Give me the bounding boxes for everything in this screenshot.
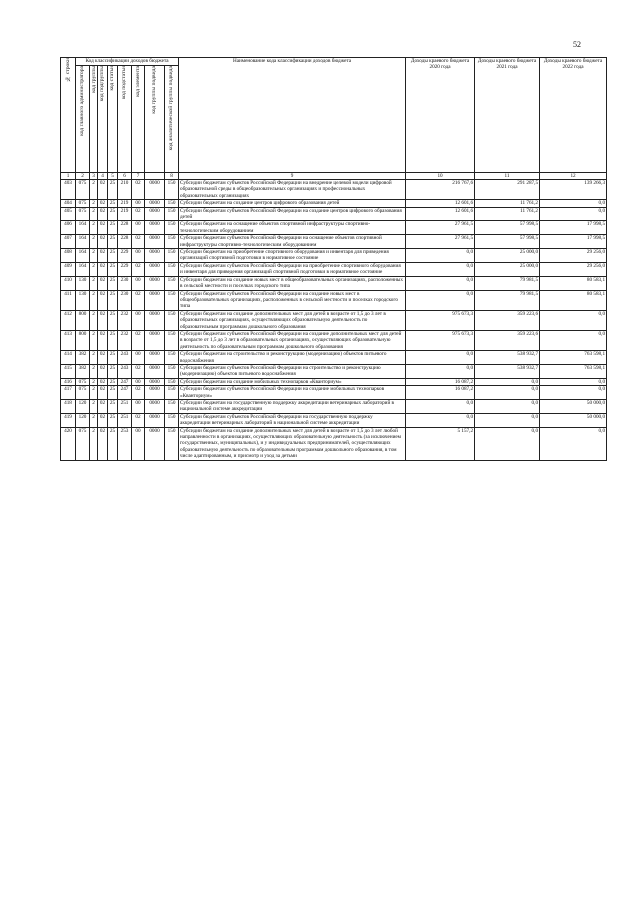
classification-name: Субсидии бюджетам субъектов Российской Федерации на строительство и реконструкцию (модернизацию) объектов питьевого водоснабжения — [179, 364, 406, 378]
code-group-header: код группы — [90, 66, 98, 173]
column-number: 7 — [132, 173, 145, 180]
table-row — [61, 276, 607, 290]
row-number: 416 — [61, 378, 76, 385]
subtype-group-code: 0000 — [145, 200, 165, 207]
element-code: 00 — [132, 378, 145, 385]
income-2021: 359 223,6 — [475, 310, 540, 330]
analytic-group-code: 150 — [165, 413, 179, 427]
table-row — [61, 235, 607, 249]
income-2020: 12 601,6 — [406, 200, 475, 207]
group-code: 2 — [90, 290, 98, 310]
subtype-group-code: 0000 — [145, 276, 165, 290]
income-2022: 50 000,0 — [540, 400, 607, 414]
row-number-header: № строки — [61, 58, 76, 173]
subgroup-code: 02 — [98, 351, 108, 365]
article-code: 25 — [108, 221, 118, 235]
income-2022: 0,0 — [540, 310, 607, 330]
classification-name: Субсидии бюджетам субъектов Российской Федерации на приобретение спортивного оборудования и инвентаря для приведения организаций спортивной подготовки в нормативное состояние — [179, 262, 406, 276]
analytic-group-code: 150 — [165, 351, 179, 365]
income-2022: 139 266,3 — [540, 180, 607, 200]
row-number: 413 — [61, 330, 76, 350]
row-number: 409 — [61, 262, 76, 276]
element-code: 00 — [132, 276, 145, 290]
group-code: 2 — [90, 400, 98, 414]
analytic-group-code: 150 — [165, 235, 179, 249]
subtype-group-code: 0000 — [145, 386, 165, 400]
admin-code: 164 — [76, 221, 90, 235]
income-2020: 0,0 — [406, 351, 475, 365]
income-2020: 0,0 — [406, 413, 475, 427]
element-code: 00 — [132, 249, 145, 263]
table-row — [61, 427, 607, 460]
income-2020: 975 673,3 — [406, 330, 475, 350]
classification-name: Субсидии бюджетам на создание дополнительных мест для детей в возрасте от 1,5 до 3 лет в образовательных организациях, осуществляющих образовательную деятельность по образовательным программам дошкольного образования — [179, 310, 406, 330]
column-number: 4 — [98, 173, 108, 180]
element-code: 02 — [132, 364, 145, 378]
admin-code: 075 — [76, 386, 90, 400]
subtype-group-code: 0000 — [145, 351, 165, 365]
subarticle-code: 251 — [118, 400, 132, 414]
income-2021: 79 981,5 — [475, 276, 540, 290]
classification-name: Субсидии бюджетам на создание центров цифрового образования детей — [179, 200, 406, 207]
element-code: 00 — [132, 200, 145, 207]
classification-name: Субсидии бюджетам субъектов Российской Федерации на оснащение объектов спортивной инфраструктуры спортивно-технологическим оборудованием — [179, 235, 406, 249]
row-number: 405 — [61, 207, 76, 221]
income-2021: 79 981,5 — [475, 290, 540, 310]
subtype-group-code: 0000 — [145, 221, 165, 235]
income-2021: 0,0 — [475, 413, 540, 427]
income-2021: 538 932,7 — [475, 351, 540, 365]
subtype-group-code: 0000 — [145, 249, 165, 263]
subtype-group-code: 0000 — [145, 290, 165, 310]
analytic-group-code: 150 — [165, 400, 179, 414]
subarticle-code: 228 — [118, 221, 132, 235]
column-number: 8 — [165, 173, 179, 180]
table-row — [61, 400, 607, 414]
article-code: 25 — [108, 180, 118, 200]
classification-name: Субсидии бюджетам на строительство и реконструкцию (модернизацию) объектов питьевого водоснабжения — [179, 351, 406, 365]
classification-name: Субсидии бюджетам субъектов Российской Федерации на создание мобильных технопарков «Кванториум» — [179, 386, 406, 400]
subgroup-code: 02 — [98, 378, 108, 385]
analytic-group-code: 150 — [165, 221, 179, 235]
analytic-group-code: 150 — [165, 330, 179, 350]
row-number: 412 — [61, 310, 76, 330]
row-number: 418 — [61, 400, 76, 414]
code-admin-header: код главного администратора — [76, 66, 90, 173]
income-2020: 0,0 — [406, 249, 475, 263]
column-number: 10 — [406, 173, 475, 180]
subtype-group-code: 0000 — [145, 310, 165, 330]
analytic-group-code: 150 — [165, 262, 179, 276]
subarticle-code: 251 — [118, 413, 132, 427]
subgroup-code: 02 — [98, 290, 108, 310]
table-row — [61, 330, 607, 350]
income-2022: 50 000,0 — [540, 413, 607, 427]
analytic-group-code: 150 — [165, 276, 179, 290]
subtype-group-code: 0000 — [145, 262, 165, 276]
analytic-group-code: 150 — [165, 180, 179, 200]
element-code: 02 — [132, 180, 145, 200]
admin-code: 164 — [76, 235, 90, 249]
subgroup-code: 02 — [98, 310, 108, 330]
income-2021: 0,0 — [475, 427, 540, 460]
group-code: 2 — [90, 276, 98, 290]
income-classification-table — [60, 57, 607, 461]
column-number: 3 — [90, 173, 98, 180]
subgroup-code: 02 — [98, 180, 108, 200]
article-code: 25 — [108, 262, 118, 276]
column-number: 1 — [61, 173, 76, 180]
element-code: 02 — [132, 207, 145, 221]
subgroup-code: 02 — [98, 235, 108, 249]
income-2021: 57 998,5 — [475, 235, 540, 249]
table-row — [61, 413, 607, 427]
income-2020: 5 157,2 — [406, 427, 475, 460]
subgroup-code: 02 — [98, 330, 108, 350]
row-number: 403 — [61, 180, 76, 200]
article-code: 25 — [108, 378, 118, 385]
group-code: 2 — [90, 235, 98, 249]
code-analytic-group-header: код аналитической группы подвида — [165, 66, 179, 173]
subarticle-code: 229 — [118, 262, 132, 276]
income-2022: 0,0 — [540, 378, 607, 385]
row-number: 415 — [61, 364, 76, 378]
income-2020: 0,0 — [406, 400, 475, 414]
page-number: 52 — [573, 40, 581, 49]
subarticle-code: 247 — [118, 386, 132, 400]
income-2021: 359 223,6 — [475, 330, 540, 350]
table-row — [61, 207, 607, 221]
group-code: 2 — [90, 249, 98, 263]
table-row — [61, 221, 607, 235]
subarticle-code: 232 — [118, 310, 132, 330]
subgroup-code: 02 — [98, 400, 108, 414]
article-code: 25 — [108, 413, 118, 427]
income-2021: 25 000,0 — [475, 262, 540, 276]
subtype-group-code: 0000 — [145, 330, 165, 350]
income-2022: 0,0 — [540, 427, 607, 460]
subarticle-code: 232 — [118, 330, 132, 350]
group-code: 2 — [90, 310, 98, 330]
group-code: 2 — [90, 364, 98, 378]
subgroup-code: 02 — [98, 276, 108, 290]
analytic-group-code: 150 — [165, 378, 179, 385]
subgroup-code: 02 — [98, 221, 108, 235]
income-2022: 17 998,5 — [540, 235, 607, 249]
income-2020: 27 961,5 — [406, 221, 475, 235]
subtype-group-code: 0000 — [145, 427, 165, 460]
group-code: 2 — [90, 200, 98, 207]
income-2020: 27 961,5 — [406, 235, 475, 249]
column-number — [145, 173, 165, 180]
income-2022: 0,0 — [540, 200, 607, 207]
row-number: 404 — [61, 200, 76, 207]
subarticle-code: 253 — [118, 427, 132, 460]
income-2020: 12 601,6 — [406, 207, 475, 221]
admin-code: 800 — [76, 310, 90, 330]
article-code: 25 — [108, 351, 118, 365]
analytic-group-code: 150 — [165, 364, 179, 378]
income-2022: 763 598,1 — [540, 364, 607, 378]
income-2020: 16 087,2 — [406, 378, 475, 385]
code-article-header: код статьи — [108, 66, 118, 173]
income-2022: 80 583,1 — [540, 276, 607, 290]
element-code: 00 — [132, 221, 145, 235]
table-row — [61, 364, 607, 378]
row-number: 407 — [61, 235, 76, 249]
subgroup-code: 02 — [98, 207, 108, 221]
income-2022: 29 256,0 — [540, 262, 607, 276]
element-code: 00 — [132, 310, 145, 330]
article-code: 25 — [108, 276, 118, 290]
income-2022: 0,0 — [540, 207, 607, 221]
classification-name: Субсидии бюджетам субъектов Российской Федерации на создание дополнительных мест для детей в возрасте от 1,5 до 3 лет в образовательных организациях, осуществляющих образовательную деятельность по образовательным программам дошкольного образования — [179, 330, 406, 350]
subgroup-code: 02 — [98, 200, 108, 207]
admin-code: 164 — [76, 262, 90, 276]
table-row — [61, 351, 607, 365]
admin-code: 120 — [76, 400, 90, 414]
classification-name: Субсидии бюджетам субъектов Российской Федерации на создание центров цифрового образования детей — [179, 207, 406, 221]
subtype-group-code: 0000 — [145, 364, 165, 378]
row-number: 419 — [61, 413, 76, 427]
income-2020: 975 673,3 — [406, 310, 475, 330]
article-code: 25 — [108, 310, 118, 330]
group-code: 2 — [90, 262, 98, 276]
group-code: 2 — [90, 351, 98, 365]
article-code: 25 — [108, 249, 118, 263]
code-element-header: код элемента — [132, 66, 145, 173]
classification-name: Субсидии бюджетам на создание мобильных технопарков «Кванториум» — [179, 378, 406, 385]
admin-code: 164 — [76, 249, 90, 263]
subgroup-code: 02 — [98, 386, 108, 400]
subarticle-code: 230 — [118, 290, 132, 310]
income-2021-header: Доходы краевого бюджета 2021 года — [475, 58, 540, 173]
table-row — [61, 200, 607, 207]
article-code: 25 — [108, 290, 118, 310]
element-code: 02 — [132, 235, 145, 249]
row-number: 414 — [61, 351, 76, 365]
admin-code: 382 — [76, 351, 90, 365]
income-2020-header: Доходы краевого бюджета 2020 года — [406, 58, 475, 173]
classification-name: Субсидии бюджетам на оснащение объектов спортивной инфраструктуры спортивно-технологическим оборудованием — [179, 221, 406, 235]
classification-name: Субсидии бюджетам на создание дополнительных мест для детей в возрасте от 1,5 до 3 лет любой направленности в организациях, осуществляющих образовательную деятельность (за исключением государственных, муниципальных), и у индивидуальных предпринимателей, осуществляющих образовательную деятельность по образовательным программам дошкольного образования, в том числе адаптированным, и присмотр и уход за детьми — [179, 427, 406, 460]
element-code: 00 — [132, 427, 145, 460]
admin-code: 130 — [76, 276, 90, 290]
admin-code: 075 — [76, 180, 90, 200]
column-number: 6 — [118, 173, 132, 180]
income-2021: 0,0 — [475, 378, 540, 385]
table-row — [61, 262, 607, 276]
classification-name: Субсидии бюджетам на создание новых мест в общеобразовательных организациях, расположенных в сельской местности и поселках городского типа — [179, 276, 406, 290]
income-2021: 57 998,5 — [475, 221, 540, 235]
group-code: 2 — [90, 386, 98, 400]
element-code: 02 — [132, 386, 145, 400]
column-number-row — [61, 173, 607, 180]
subgroup-code: 02 — [98, 249, 108, 263]
income-2020: 0,0 — [406, 262, 475, 276]
column-number: 2 — [76, 173, 90, 180]
row-number: 406 — [61, 221, 76, 235]
column-number: 12 — [540, 173, 607, 180]
admin-code: 075 — [76, 378, 90, 385]
income-2020: 0,0 — [406, 276, 475, 290]
income-2020: 216 767,6 — [406, 180, 475, 200]
subtype-group-code: 0000 — [145, 400, 165, 414]
group-code: 2 — [90, 221, 98, 235]
row-number: 408 — [61, 249, 76, 263]
subtype-group-code: 0000 — [145, 378, 165, 385]
article-code: 25 — [108, 235, 118, 249]
income-2021: 25 000,0 — [475, 249, 540, 263]
analytic-group-code: 150 — [165, 386, 179, 400]
income-2022: 80 583,1 — [540, 290, 607, 310]
subtype-group-code: 0000 — [145, 413, 165, 427]
admin-code: 382 — [76, 364, 90, 378]
article-code: 25 — [108, 364, 118, 378]
subarticle-code: 243 — [118, 364, 132, 378]
table-row — [61, 378, 607, 385]
group-code: 2 — [90, 413, 98, 427]
element-code: 00 — [132, 351, 145, 365]
subtype-group-code: 0000 — [145, 180, 165, 200]
income-2022: 0,0 — [540, 386, 607, 400]
classification-group-header: Код классификации доходов бюджета — [76, 58, 179, 66]
subgroup-code: 02 — [98, 427, 108, 460]
subarticle-code: 228 — [118, 235, 132, 249]
name-column-header: Наименование кода классификации доходов бюджета — [179, 58, 406, 173]
income-2020: 0,0 — [406, 364, 475, 378]
classification-name: Субсидии бюджетам на государственную поддержку аккредитации ветеринарных лабораторий в национальной системе аккредитации — [179, 400, 406, 414]
admin-code: 130 — [76, 290, 90, 310]
admin-code: 800 — [76, 330, 90, 350]
element-code: 02 — [132, 262, 145, 276]
code-subarticle-header: код подстатьи — [118, 66, 132, 173]
subtype-group-code: 0000 — [145, 207, 165, 221]
subarticle-code: 230 — [118, 276, 132, 290]
income-2022: 763 598,1 — [540, 351, 607, 365]
income-2020: 16 087,2 — [406, 386, 475, 400]
table-body — [61, 180, 607, 461]
income-2022: 17 998,5 — [540, 221, 607, 235]
income-2021: 0,0 — [475, 386, 540, 400]
admin-code: 075 — [76, 427, 90, 460]
analytic-group-code: 150 — [165, 200, 179, 207]
income-2021: 11 761,2 — [475, 200, 540, 207]
row-number: 417 — [61, 386, 76, 400]
article-code: 25 — [108, 200, 118, 207]
row-number: 411 — [61, 290, 76, 310]
subarticle-code: 229 — [118, 249, 132, 263]
table-row — [61, 290, 607, 310]
subarticle-code: 219 — [118, 207, 132, 221]
subarticle-code: 210 — [118, 180, 132, 200]
analytic-group-code: 150 — [165, 249, 179, 263]
group-code: 2 — [90, 180, 98, 200]
analytic-group-code: 150 — [165, 207, 179, 221]
subgroup-code: 02 — [98, 364, 108, 378]
classification-name: Субсидии бюджетам субъектов Российской Федерации на внедрение целевой модели цифровой образовательной среды в общеобразовательных организациях и профессиональных образовательных организациях — [179, 180, 406, 200]
element-code: 02 — [132, 290, 145, 310]
analytic-group-code: 150 — [165, 310, 179, 330]
income-2020: 0,0 — [406, 290, 475, 310]
analytic-group-code: 150 — [165, 427, 179, 460]
subarticle-code: 219 — [118, 200, 132, 207]
element-code: 00 — [132, 400, 145, 414]
classification-name: Субсидии бюджетам субъектов Российской Федерации на государственную поддержку аккредитации ветеринарных лабораторий в национальной системе аккредитации — [179, 413, 406, 427]
income-2022: 29 256,0 — [540, 249, 607, 263]
income-2021: 0,0 — [475, 400, 540, 414]
article-code: 25 — [108, 386, 118, 400]
article-code: 25 — [108, 400, 118, 414]
income-2022-header: Доходы краевого бюджета 2022 года — [540, 58, 607, 173]
subgroup-code: 02 — [98, 413, 108, 427]
analytic-group-code: 150 — [165, 290, 179, 310]
table-row — [61, 310, 607, 330]
group-code: 2 — [90, 207, 98, 221]
code-subtype-group-header: код группы подвида — [145, 66, 165, 173]
subgroup-code: 02 — [98, 262, 108, 276]
column-number: 11 — [475, 173, 540, 180]
table-row — [61, 386, 607, 400]
income-2021: 538 932,7 — [475, 364, 540, 378]
table-row — [61, 249, 607, 263]
income-2022: 0,0 — [540, 330, 607, 350]
column-number: 5 — [108, 173, 118, 180]
admin-code: 075 — [76, 200, 90, 207]
group-code: 2 — [90, 330, 98, 350]
element-code: 02 — [132, 330, 145, 350]
article-code: 25 — [108, 427, 118, 460]
table-row — [61, 180, 607, 200]
subtype-group-code: 0000 — [145, 235, 165, 249]
article-code: 25 — [108, 330, 118, 350]
income-2021: 11 761,2 — [475, 207, 540, 221]
subarticle-code: 247 — [118, 378, 132, 385]
code-subgroup-header: код подгруппы — [98, 66, 108, 173]
row-number: 410 — [61, 276, 76, 290]
article-code: 25 — [108, 207, 118, 221]
group-code: 2 — [90, 378, 98, 385]
classification-name: Субсидии бюджетам субъектов Российской Федерации на создание новых мест в общеобразовательных организациях, расположенных в сельской местности и поселках городского типа — [179, 290, 406, 310]
classification-name: Субсидии бюджетам на приобретение спортивного оборудования и инвентаря для приведения организаций спортивной подготовки в нормативное состояние — [179, 249, 406, 263]
row-number: 420 — [61, 427, 76, 460]
admin-code: 120 — [76, 413, 90, 427]
subarticle-code: 243 — [118, 351, 132, 365]
element-code: 02 — [132, 413, 145, 427]
group-code: 2 — [90, 427, 98, 460]
column-number: 9 — [179, 173, 406, 180]
admin-code: 075 — [76, 207, 90, 221]
income-2021: 291 287,5 — [475, 180, 540, 200]
